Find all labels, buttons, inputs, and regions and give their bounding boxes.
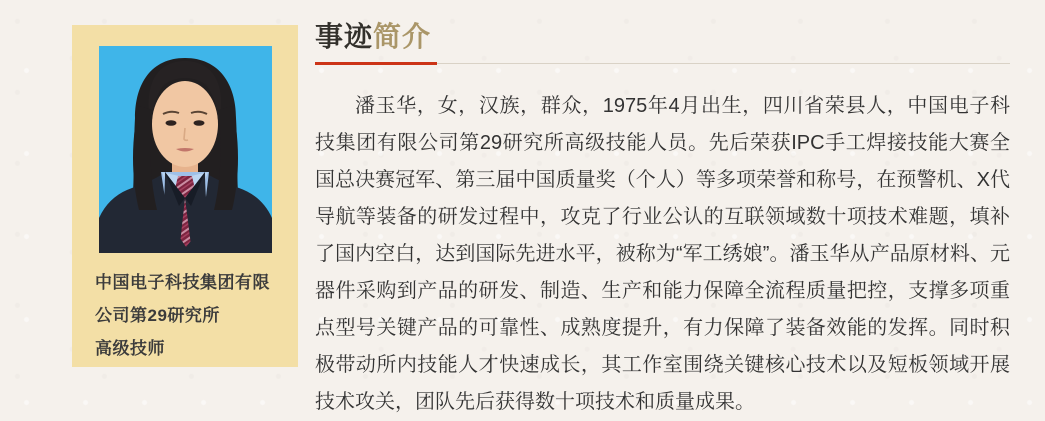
divider-rule: [437, 63, 1010, 64]
section-title-secondary: 简介: [373, 21, 432, 52]
caption-line-institute: 公司第29研究所: [95, 306, 220, 325]
caption-line-job-title: 高级技师: [95, 339, 165, 358]
section-title-primary: 事迹: [315, 21, 374, 52]
title-divider: [315, 62, 1010, 65]
portrait-photo: [99, 46, 272, 253]
biography-paragraph: 潘玉华，女，汉族，群众，1975年4月出生，四川省荣县人，中国电子科技集团有限公司第29研究所高级技能人员。先后荣获IPC手工焊接技能大赛全国总决赛冠军、第三届中国质量奖（个人）等多项荣誉和称号，在预警机、X代导航等装备的研发过程中，攻克了行业公认的互联领域数十项技术难题，填补了国内空白，达到国际先进水平，被称为“军工绣娘”。潘玉华从产品原材料、元器件采购到产品的研发、制造、生产和能力保障全流程质量把控，支撑多项重点型号关键产品的可靠性、成熟度提升，有力保障了装备效能的发挥。同时积极带动所内技能人才快速成长，其工作室围绕关键核心技术以及短板领域开展技术攻关，团队先后获得数十项技术和质量成果。: [315, 95, 1010, 413]
profile-caption: [95, 266, 277, 365]
section-title: [315, 21, 1010, 53]
caption-line-company: 中国电子科技集团有限: [95, 273, 270, 292]
divider-red-accent: [315, 62, 437, 65]
deeds-section: [315, 21, 1010, 421]
profile-card: [72, 25, 298, 367]
